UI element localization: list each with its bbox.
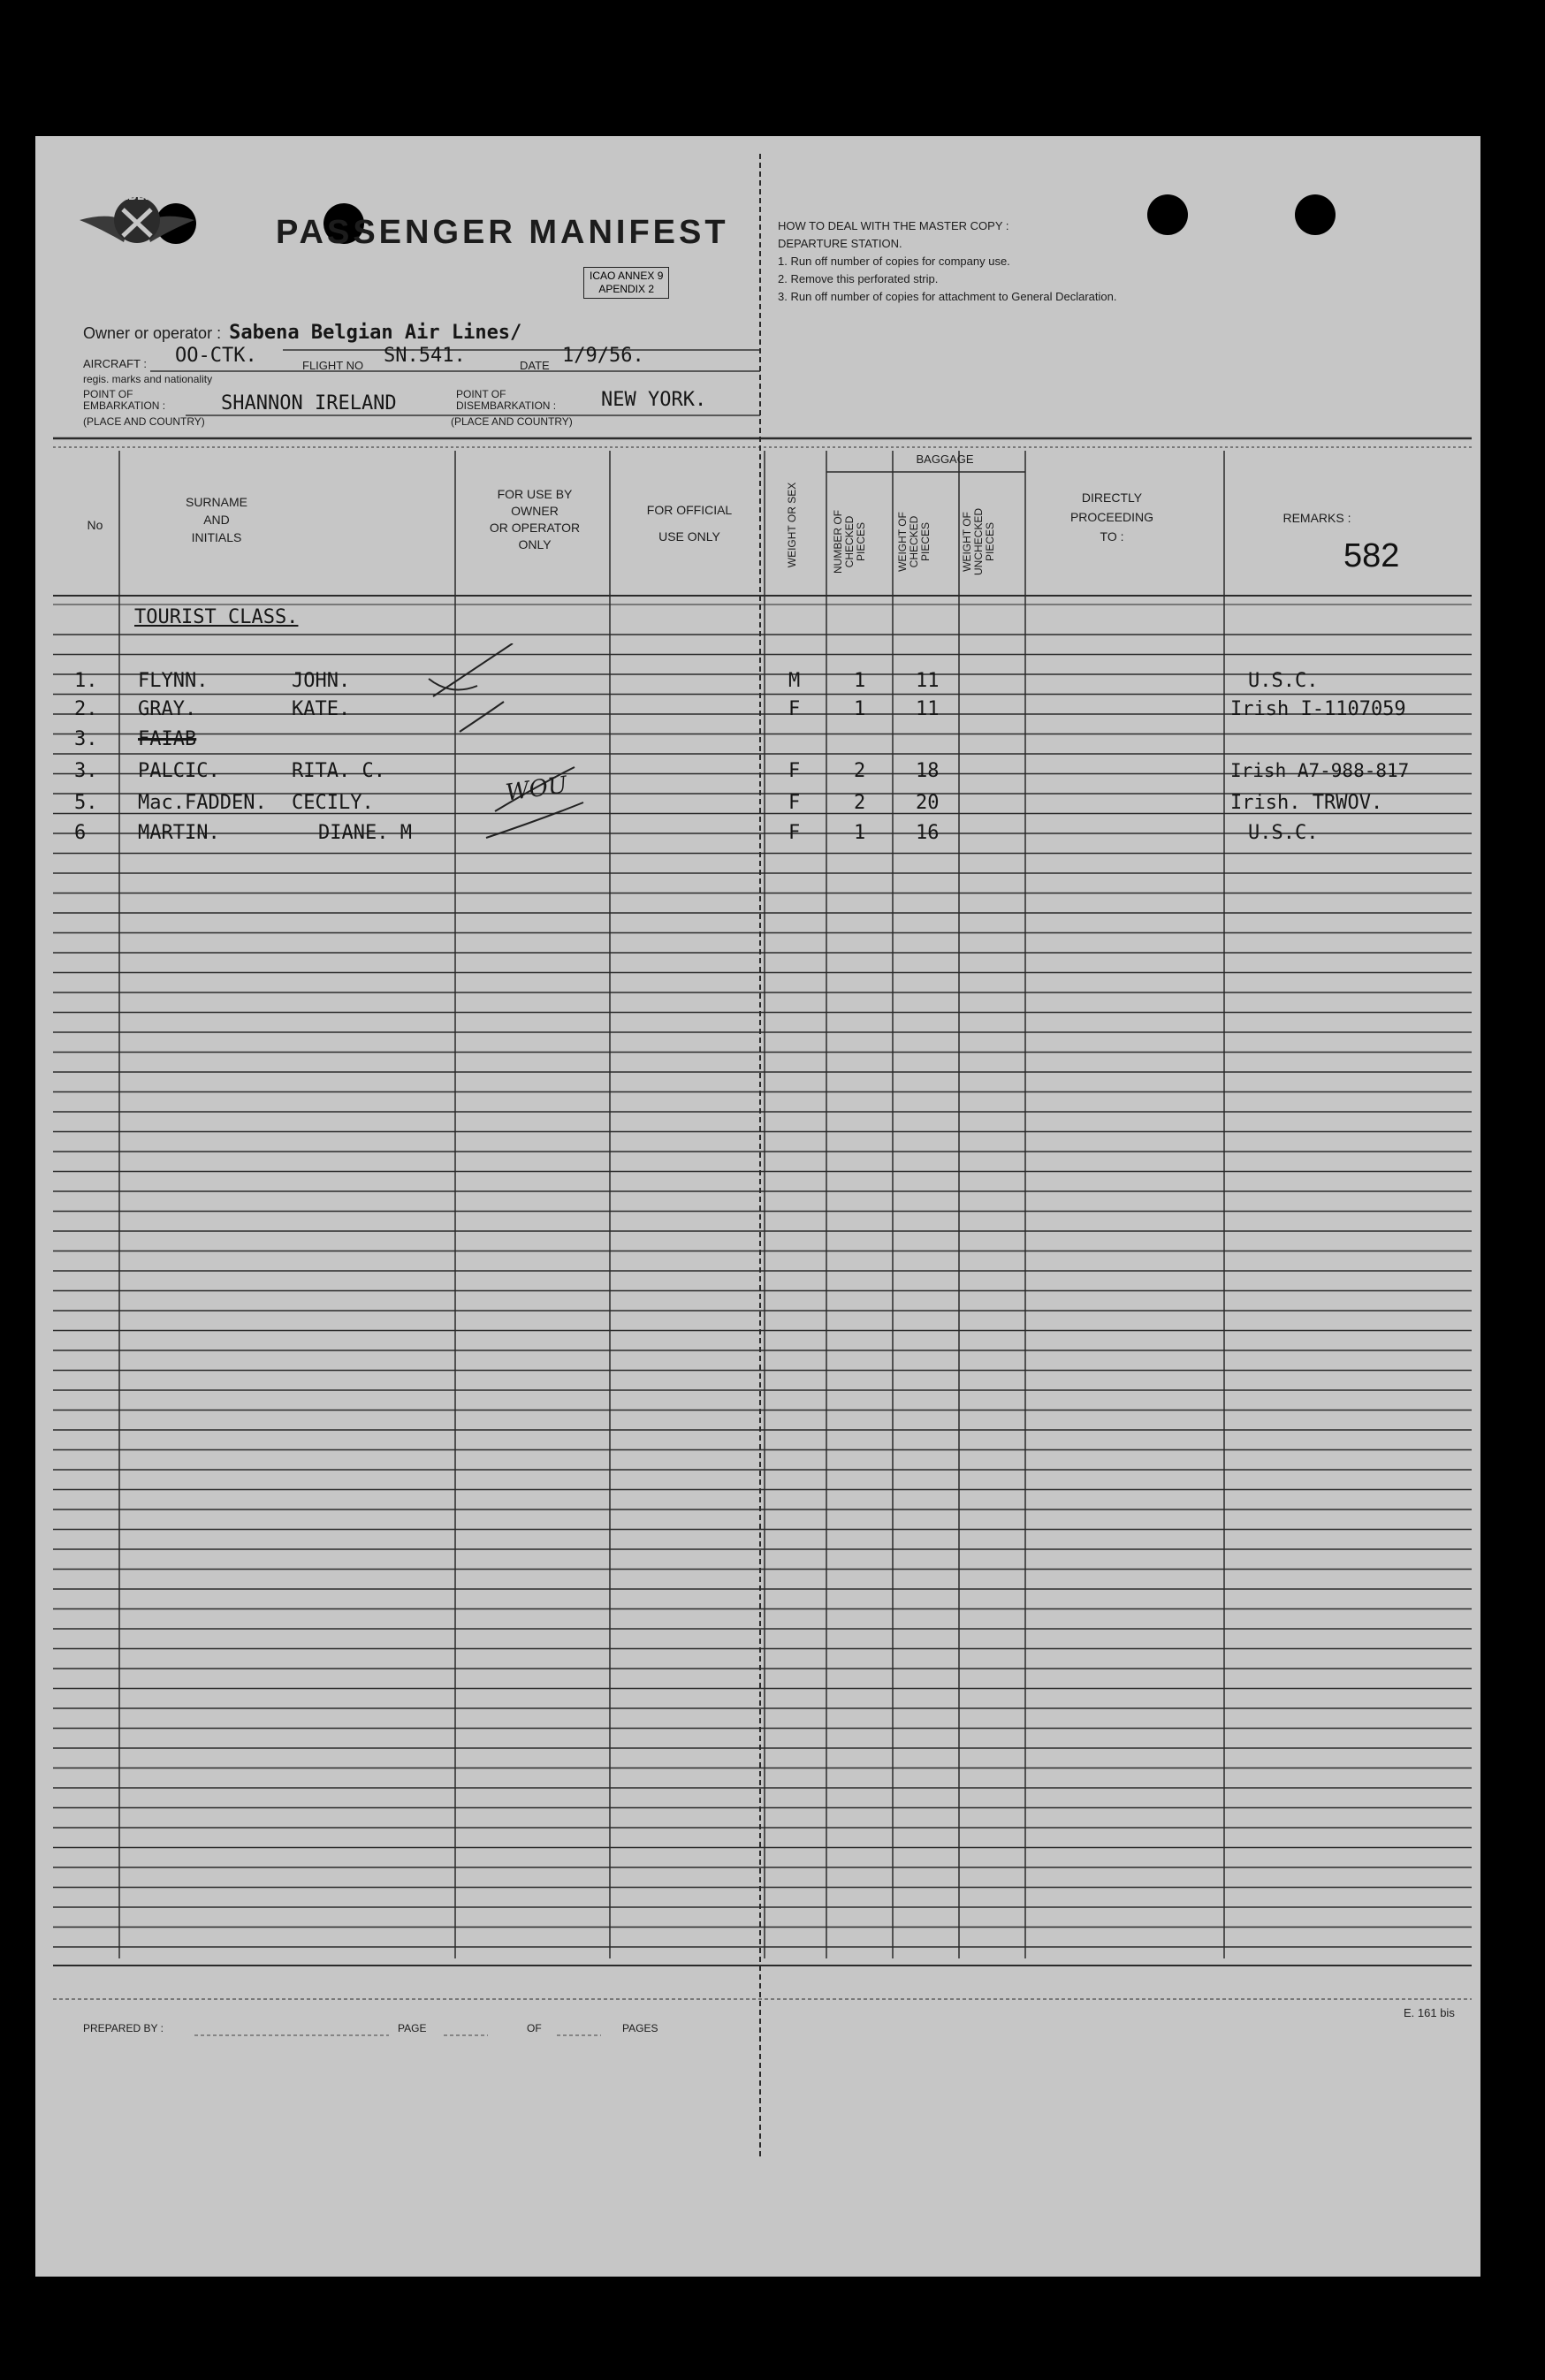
passenger-sex: F [788, 698, 801, 720]
annex-line-1: ICAO ANNEX 9 [590, 270, 664, 282]
instruction-item-3: 3. Run off number of copies for attachment to General Declaration. [778, 290, 1117, 303]
passenger-sex: F [788, 760, 801, 782]
col-header-official-use-1: FOR OFFICIAL [646, 503, 733, 517]
embark-label-1: POINT OF [83, 388, 133, 400]
passenger-no: 5. [74, 792, 98, 814]
disembark-value: NEW YORK. [601, 389, 707, 411]
embark-value: SHANNON IRELAND [221, 392, 397, 414]
col-header-surname [124, 493, 309, 546]
table-grid [35, 136, 1480, 2277]
instruction-item-1: 1. Run off number of copies for company use. [778, 255, 1010, 268]
disembark-label-2: DISEMBARKATION : [456, 399, 557, 412]
instructions-heading: HOW TO DEAL WITH THE MASTER COPY : [778, 219, 1009, 232]
passenger-weight: 18 [916, 760, 940, 782]
passenger-weight: 11 [916, 670, 940, 692]
passenger-pieces: 1 [854, 670, 866, 692]
passenger-remarks: Irish. TRWOV. [1230, 792, 1383, 814]
footer-pages: PAGES [622, 2022, 658, 2034]
col-header-proceeding [1024, 488, 1200, 546]
passenger-surname: Mac.FADDEN. [138, 792, 267, 814]
section-label: TOURIST CLASS. [134, 606, 299, 628]
form-number: E. 161 bis [1404, 2006, 1455, 2019]
passenger-weight: 16 [916, 822, 940, 844]
owner-mark-text: WOU [504, 772, 569, 807]
col-header-owner-use [455, 486, 614, 553]
col-header-official-use [610, 497, 769, 550]
col-header-surname-1: SURNAME [185, 495, 247, 509]
footer-prepared-line [194, 2034, 389, 2037]
col-header-checked-num [833, 495, 867, 589]
passenger-remarks: U.S.C. [1248, 670, 1319, 692]
flight-value: SN.541. [384, 345, 466, 367]
col-header-checked-num-1: NUMBER OF [832, 510, 844, 574]
remarks-number: 582 [1343, 537, 1400, 574]
disembark-label-1: POINT OF [456, 388, 506, 400]
passenger-no: 3. [74, 760, 98, 782]
embark-sub: (PLACE AND COUNTRY) [83, 415, 205, 428]
passenger-surname: FAIAB [138, 728, 197, 750]
col-header-surname-3: INITIALS [191, 530, 242, 544]
manifest-sheet [35, 136, 1480, 2277]
passenger-no: 2. [74, 698, 98, 720]
aircraft-label: AIRCRAFT : [83, 357, 147, 370]
logo-text: SABENA [110, 190, 164, 203]
col-header-weight-sex: WEIGHT OR SEX [786, 482, 798, 568]
col-header-owner-use-2: OWNER [511, 504, 559, 518]
col-header-proceeding-1: DIRECTLY [1081, 490, 1143, 505]
instructions-sub: DEPARTURE STATION. [778, 237, 902, 250]
disembark-sub: (PLACE AND COUNTRY) [451, 415, 573, 428]
passenger-pieces: 1 [854, 698, 866, 720]
aircraft-value: OO-CTK. [175, 345, 257, 367]
passenger-initials: JOHN. [292, 670, 351, 692]
col-header-unchecked-weight-1: WEIGHT OF [961, 512, 973, 572]
col-header-proceeding-3: TO : [1100, 529, 1124, 544]
col-header-checked-weight-2: CHECKED [908, 515, 920, 568]
passenger-no: 1. [74, 670, 98, 692]
passenger-pieces: 2 [854, 792, 866, 814]
passenger-remarks: Irish I-1107059 [1230, 698, 1406, 720]
aircraft-sub: regis. marks and nationality [83, 373, 213, 385]
passenger-surname: GRAY. [138, 698, 197, 720]
passenger-initials: KATE. [292, 698, 351, 720]
owner-value: Sabena Belgian Air Lines/ [229, 322, 522, 344]
date-value: 1/9/56. [562, 345, 644, 367]
passenger-sex: M [788, 670, 801, 692]
footer-page-line [444, 2034, 488, 2037]
date-label: DATE [520, 359, 550, 372]
col-header-proceeding-2: PROCEEDING [1069, 510, 1154, 524]
flight-label: FLIGHT NO [302, 359, 364, 372]
col-header-checked-weight [897, 495, 932, 589]
passenger-remarks: Irish A7-988-817 [1230, 760, 1410, 781]
footer-of: OF [527, 2022, 542, 2034]
annex-line-2: APENDIX 2 [598, 283, 655, 295]
check-mark-2 [460, 702, 504, 732]
col-header-checked-num-2: CHECKED [843, 515, 856, 568]
passenger-pieces: 1 [854, 822, 866, 844]
passenger-no: 6 [74, 822, 87, 844]
passenger-no: 3. [74, 728, 98, 750]
passenger-pieces: 2 [854, 760, 866, 782]
passenger-sex: F [788, 792, 801, 814]
col-header-unchecked-weight-3: PIECES [984, 522, 996, 562]
owner-checkmarks [389, 643, 672, 847]
col-header-unchecked-weight [962, 495, 996, 589]
col-header-owner-use-1: FOR USE BY [497, 487, 573, 501]
passenger-surname: PALCIC. [138, 760, 220, 782]
footer-of-line [557, 2034, 601, 2037]
owner-label: Owner or operator : [83, 324, 222, 342]
col-header-unchecked-weight-2: UNCHECKED [972, 508, 985, 576]
col-header-remarks: REMARKS : [1282, 511, 1351, 525]
passenger-weight: 11 [916, 698, 940, 720]
passenger-sex: F [788, 822, 801, 844]
col-header-checked-weight-3: PIECES [919, 522, 932, 562]
passenger-initials: CECILY. [292, 792, 374, 814]
col-header-checked-num-3: PIECES [855, 522, 867, 562]
col-header-owner-use-4: ONLY [518, 537, 552, 551]
passenger-surname: MARTIN. [138, 822, 220, 844]
passenger-surname: FLYNN. [138, 670, 209, 692]
instruction-item-2: 2. Remove this perforated strip. [778, 272, 939, 285]
passenger-weight: 20 [916, 792, 940, 814]
passenger-initials: DIANE. M [318, 822, 412, 844]
footer-prepared: PREPARED BY : [83, 2022, 164, 2034]
check-mark-1b [429, 679, 477, 690]
footer-page: PAGE [398, 2022, 427, 2034]
col-header-baggage: BAGGAGE [916, 452, 974, 466]
col-header-surname-2: AND [203, 513, 230, 527]
passenger-initials: RITA. C. [292, 760, 385, 782]
col-header-no: No [87, 518, 103, 532]
col-header-checked-weight-1: WEIGHT OF [896, 512, 909, 572]
col-header-official-use-2: USE ONLY [658, 529, 720, 544]
embark-label-2: EMBARKATION : [83, 399, 166, 412]
form-title: PASSENGER MANIFEST [276, 214, 729, 251]
passenger-remarks: U.S.C. [1248, 822, 1319, 844]
col-header-owner-use-3: OR OPERATOR [489, 521, 581, 535]
